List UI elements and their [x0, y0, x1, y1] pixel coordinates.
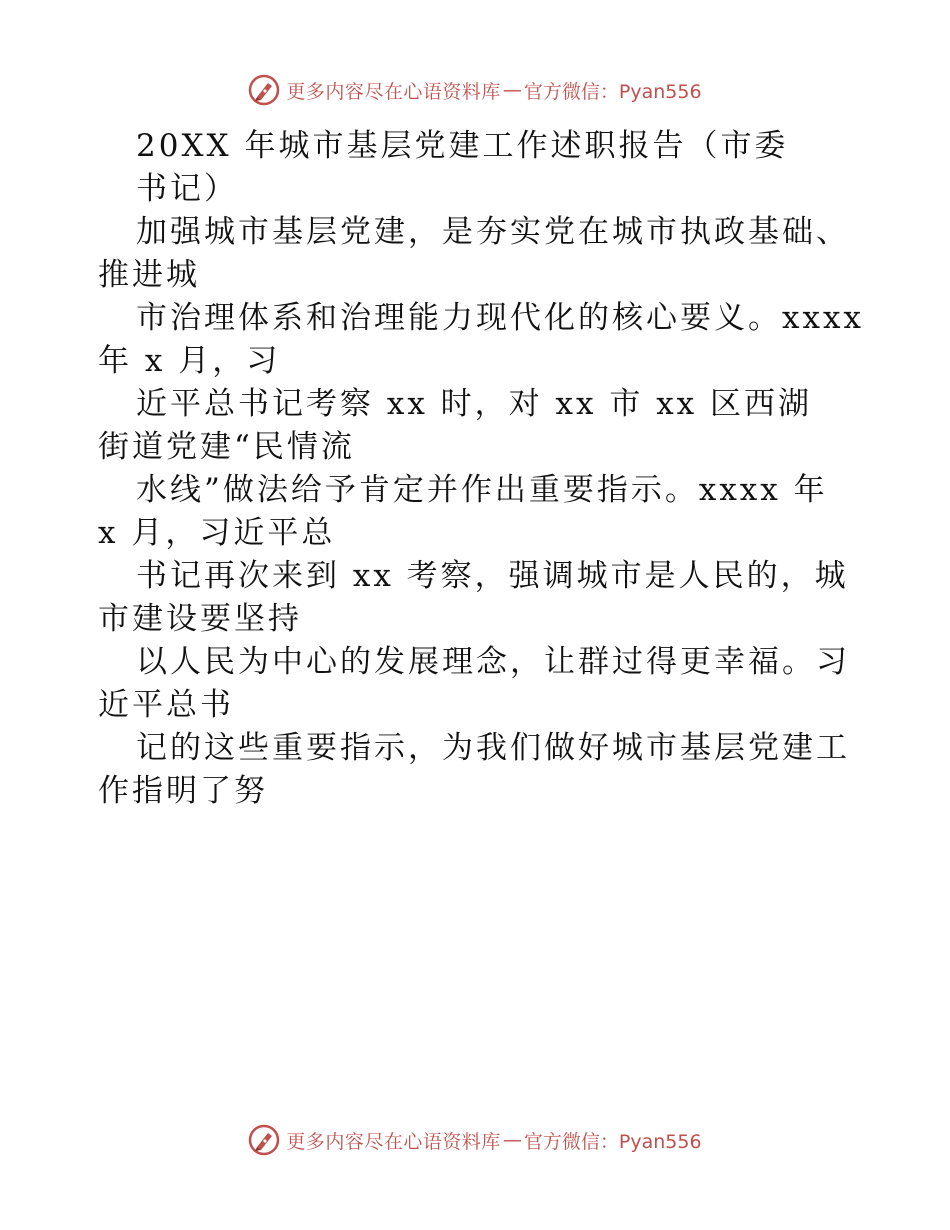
doc-title-line-1: 20XX 年城市基层党建工作述职报告（市委 — [136, 128, 789, 164]
doc-line: x 月，习近平总 — [98, 515, 336, 551]
watermark-separator: — — [502, 1129, 522, 1151]
watermark-contact: 官方微信：Pyan556 — [523, 80, 702, 103]
doc-line: 以人民为中心的发展理念，让群过得更幸福。习 — [136, 644, 850, 680]
doc-line: 近平总书记考察 xx 时，对 xx 市 xx 区西湖 — [136, 386, 813, 422]
doc-line: 街道党建“民情流 — [98, 429, 355, 465]
doc-line: 书记再次来到 xx 考察，强调城市是人民的，城 — [136, 558, 849, 594]
doc-line: 加强城市基层党建，是夯实党在城市执政基础、 — [136, 214, 850, 250]
doc-line: 记的这些重要指示，为我们做好城市基层党建工 — [136, 730, 850, 766]
doc-line: 市建设要坚持 — [98, 601, 302, 637]
doc-line: 作指明了努 — [98, 773, 268, 809]
watermark-text: 更多内容尽在心语资料库 — [286, 1130, 501, 1153]
header-watermark — [0, 70, 950, 110]
watermark-contact: 官方微信：Pyan556 — [523, 1130, 702, 1153]
doc-line: 水线”做法给予肯定并作出重要指示。xxxx 年 — [136, 472, 828, 508]
doc-line: 市治理体系和治理能力现代化的核心要义。xxxx — [136, 300, 864, 336]
doc-line: 年 x 月，习 — [98, 343, 281, 379]
doc-line: 近平总书 — [98, 687, 234, 723]
doc-title-line-2: 书记） — [136, 171, 238, 207]
watermark-text: 更多内容尽在心语资料库 — [286, 80, 501, 103]
pen-nib-logo-icon — [248, 74, 280, 106]
pen-nib-logo-icon — [248, 1124, 280, 1156]
watermark-separator: — — [502, 79, 522, 101]
document-body — [98, 125, 864, 813]
footer-watermark — [0, 1120, 950, 1160]
doc-line: 推进城 — [98, 257, 200, 293]
